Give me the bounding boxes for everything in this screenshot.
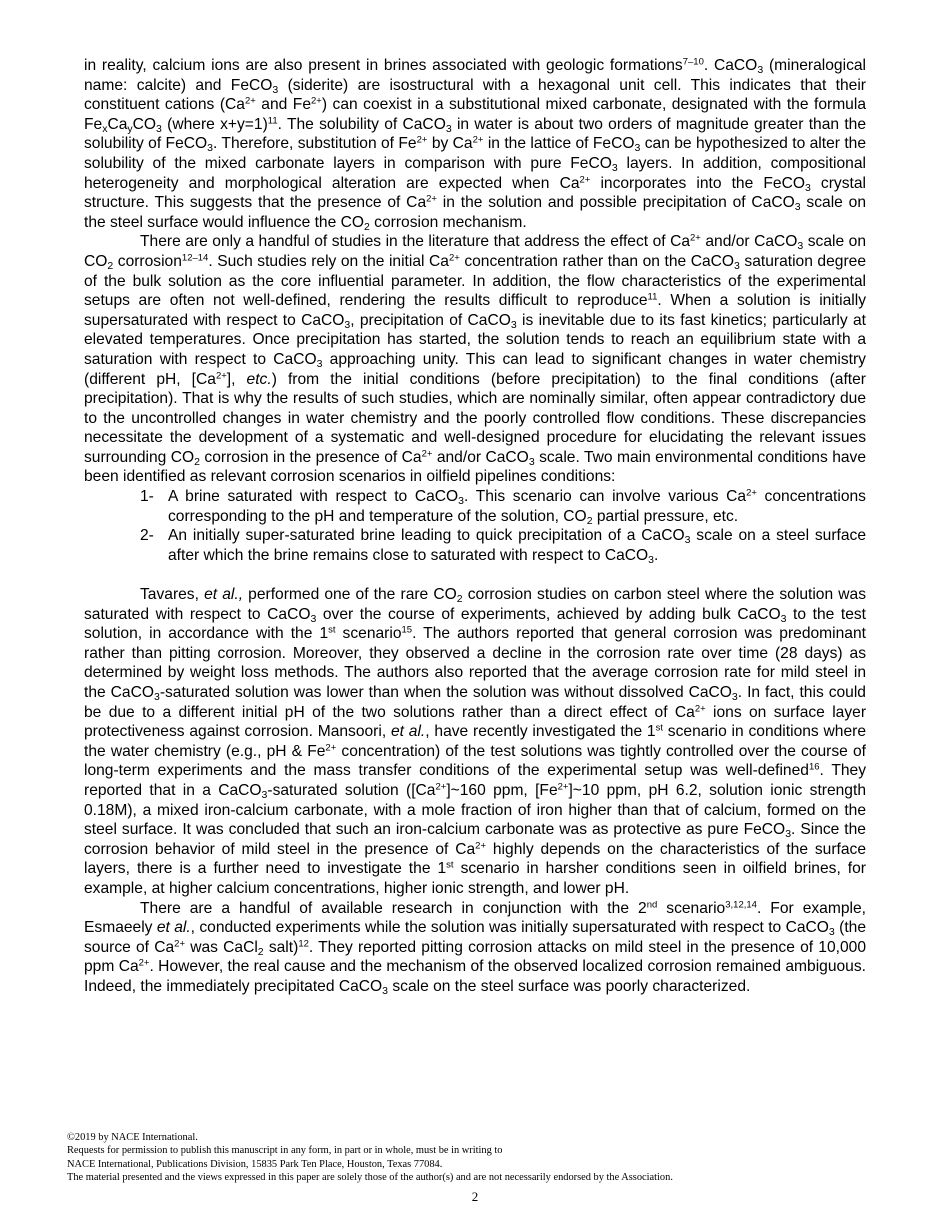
subscript: 2 bbox=[363, 220, 370, 233]
text-run: An initially super-saturated brine leading to quick precipitation of a CaCO bbox=[168, 527, 685, 545]
text-run: (the source of Ca bbox=[84, 919, 866, 956]
text-run: ], bbox=[226, 370, 247, 388]
text-run: in water is about two orders of magnitude greater than the solubility of FeCO bbox=[84, 115, 867, 153]
paragraph-4 bbox=[84, 899, 866, 997]
text-run: . This scenario can involve various Ca bbox=[464, 488, 747, 506]
italic-text: et al. bbox=[390, 723, 426, 741]
subscript: 3 bbox=[528, 455, 535, 468]
text-run: corrosion in the presence of Ca bbox=[200, 448, 422, 466]
superscript: 2+ bbox=[244, 95, 256, 107]
text-run: layers. In addition, compositional heterogeneity and morphological alteration are expected when Ca bbox=[84, 154, 866, 192]
italic-text: etc. bbox=[246, 370, 272, 388]
subscript: 3 bbox=[261, 788, 268, 801]
subscript: 3 bbox=[731, 691, 738, 703]
text-run: concentrations corresponding to the pH and temperature of the solution, CO bbox=[168, 488, 866, 525]
text-run: . In fact, this could be due to a different initial pH of the two solutions rather than a direct effect of Ca bbox=[84, 684, 866, 721]
subscript: 3 bbox=[611, 161, 618, 174]
superscript: 2+ bbox=[694, 703, 706, 715]
citation: 3,12,14 bbox=[725, 899, 757, 911]
subscript: 3 bbox=[734, 259, 740, 272]
paragraph-3 bbox=[84, 585, 866, 899]
text-run: corrosion bbox=[113, 252, 182, 270]
text-run: to the test solution, in accordance with the 1 bbox=[84, 605, 866, 643]
text-run: ) can coexist in a substitutional mixed carbonate, designated with the formula Fe bbox=[84, 96, 866, 133]
text-run: salt) bbox=[263, 938, 299, 956]
subscript: 3 bbox=[794, 201, 801, 214]
subscript: 3 bbox=[445, 122, 452, 135]
text-run: . When a solution is initially supersaturated with respect to CaCO bbox=[84, 292, 866, 329]
text-run: scenario bbox=[335, 625, 402, 643]
text-run: Tavares, bbox=[140, 586, 205, 604]
text-run: . They reported pitting corrosion attacks on mild steel in the presence of 10,000 ppm Ca bbox=[84, 938, 866, 976]
text-run: (siderite) are isostructural with a hexagonal unit cell. This indicates that their constituent cations (Ca bbox=[84, 76, 866, 114]
list-item bbox=[140, 526, 866, 565]
subscript: 2 bbox=[194, 455, 201, 468]
text-run: ]~160 ppm, [Fe bbox=[446, 781, 558, 799]
text-run: incorporates into the FeCO bbox=[590, 174, 805, 192]
superscript: 2+ bbox=[472, 134, 484, 146]
subscript: 3 bbox=[344, 318, 351, 331]
superscript: 2+ bbox=[448, 252, 460, 264]
citation: 12–14 bbox=[181, 252, 209, 264]
subscript: 3 bbox=[153, 691, 160, 703]
citation: 16 bbox=[808, 761, 820, 773]
subscript: 2 bbox=[257, 945, 264, 958]
superscript: 2+ bbox=[311, 95, 322, 107]
text-run: highly depends on the characteristics of the surface layers, there is a further need to investigate the 1 bbox=[84, 840, 866, 878]
text-run: scale on the steel surface would influence the CO bbox=[84, 194, 867, 231]
text-run: There are a handful of available research in conjunction with the 2 bbox=[140, 899, 647, 917]
superscript: st bbox=[655, 722, 663, 734]
citation: 11 bbox=[267, 115, 278, 127]
text-run: , conducted experiments while the solution was initially supersaturated with respect to CaCO bbox=[190, 919, 829, 937]
subscript: 3 bbox=[785, 828, 792, 841]
subscript: 3 bbox=[828, 926, 835, 939]
superscript: nd bbox=[646, 899, 658, 911]
scenario-list bbox=[84, 487, 866, 565]
text-run: over the course of experiments, achieved by adding bulk CaCO bbox=[316, 605, 781, 623]
subscript: 3 bbox=[804, 181, 811, 194]
superscript: 2+ bbox=[325, 742, 337, 754]
text-run: crystal structure. This suggests that the presence of Ca bbox=[84, 174, 866, 212]
subscript: 3 bbox=[207, 142, 213, 155]
subscript: 3 bbox=[634, 142, 641, 155]
superscript: 2+ bbox=[557, 781, 569, 793]
text-run: in the lattice of FeCO bbox=[483, 135, 635, 153]
text-run: by Ca bbox=[427, 135, 473, 153]
text-run: was CaCl bbox=[185, 938, 258, 956]
text-run: performed one of the rare CO bbox=[243, 586, 457, 604]
text-run: There are only a handful of studies in the literature that address the effect of Ca bbox=[140, 233, 691, 251]
italic-text: et al. bbox=[156, 919, 191, 937]
text-run: . Therefore, substitution of Fe bbox=[213, 135, 417, 153]
superscript: 2+ bbox=[416, 134, 428, 146]
text-run: , precipitation of CaCO bbox=[350, 311, 511, 329]
subscript: 3 bbox=[316, 357, 323, 370]
text-run: corrosion studies on carbon steel where the solution was saturated with respect to CaCO bbox=[84, 586, 866, 623]
text-run: and Fe bbox=[255, 96, 312, 114]
text-run: ) from the initial conditions (before precipitation) to the final conditions (after precipitation). That is why the results of such studies, which are nominally similar, often appear contradictory due to the uncontrolled changes in water chemistry and the poorly controlled flow conditions. These discrepancies necessitate the development of a systematic and well-designed procedure for elucidating the relevant issues surrounding CO bbox=[84, 370, 866, 466]
text-run: . They reported that in a CaCO bbox=[84, 762, 866, 799]
superscript: 2+ bbox=[746, 487, 757, 499]
footer-line: ©2019 by NACE International. bbox=[67, 1132, 198, 1143]
list-number: 1- bbox=[140, 488, 154, 506]
text-run: (where x+y=1) bbox=[161, 115, 268, 133]
text-run: in the solution and possible precipitation of CaCO bbox=[436, 194, 795, 212]
superscript: 2+ bbox=[690, 232, 701, 244]
list-number: 2- bbox=[140, 527, 154, 545]
text-run: scale on the steel surface was poorly characterized. bbox=[388, 977, 751, 995]
text-run: . CaCO bbox=[703, 57, 758, 74]
subscript: 3 bbox=[648, 553, 655, 566]
text-run: scale on CO bbox=[84, 233, 866, 270]
text-run: saturation degree of the bulk solution as the core influential parameter. In addition, the flow characteristics of the experimental setups are often not well-defined, rendering the results difficult to reproduce bbox=[84, 252, 866, 310]
text-run: concentration rather than on the CaCO bbox=[459, 252, 735, 270]
text-run: . Such studies rely on the initial Ca bbox=[208, 252, 449, 270]
superscript: 2+ bbox=[426, 193, 437, 205]
superscript: 2+ bbox=[435, 781, 447, 793]
subscript: 2 bbox=[586, 514, 593, 527]
text-run: . bbox=[654, 546, 659, 564]
subscript: 3 bbox=[510, 318, 517, 331]
text-run: scale. Two main environmental conditions have been identified as relevant corrosion scenarios in oilfield pipelines conditions: bbox=[84, 448, 867, 486]
body-text bbox=[84, 56, 866, 997]
subscript: 2 bbox=[107, 259, 114, 272]
text-run: and/or CaCO bbox=[432, 448, 529, 466]
subscript: 2 bbox=[456, 593, 463, 606]
citation: 15 bbox=[401, 624, 413, 636]
text-run: concentration) of the test solutions was tightly controlled over the course of long-term experiments and the mass transfer conditions of the experimental setup was well-defined bbox=[84, 742, 866, 780]
subscript: 3 bbox=[382, 984, 389, 997]
subscript: 3 bbox=[797, 240, 804, 253]
text-run: scenario in conditions where the water chemistry (e.g., pH & Fe bbox=[84, 723, 866, 760]
footer-line: NACE International, Publications Division, 15835 Park Ten Place, Houston, Texas 77084. bbox=[67, 1158, 443, 1170]
text-run: and/or CaCO bbox=[700, 233, 798, 251]
text-run: (mineralogical name: calcite) and FeCO bbox=[84, 57, 867, 94]
superscript: 2+ bbox=[579, 174, 591, 186]
text-run: . For example, Esmaeely bbox=[84, 899, 866, 937]
subscript: y bbox=[127, 122, 133, 135]
paragraph-1 bbox=[84, 56, 866, 232]
text-run: A brine saturated with respect to CaCO bbox=[168, 488, 459, 506]
text-run: -saturated solution ([Ca bbox=[267, 781, 436, 799]
subscript: 3 bbox=[684, 534, 691, 547]
text-run: ions on surface layer protectiveness against corrosion. Mansoori, bbox=[84, 703, 867, 741]
text-run: . The solubility of CaCO bbox=[277, 115, 446, 133]
citation: 11 bbox=[647, 291, 658, 303]
text-run: scale on a steel surface after which the brine remains close to saturated with respect to CaCO bbox=[168, 527, 866, 564]
superscript: 2+ bbox=[138, 957, 150, 969]
superscript: 2+ bbox=[215, 370, 227, 381]
text-run: Ca bbox=[107, 115, 128, 133]
text-run: can be hypothesized to alter the solubility of the mixed carbonate layers in comparison with pure FeCO bbox=[84, 135, 867, 172]
citation: 7–10 bbox=[682, 56, 704, 68]
subscript: 3 bbox=[272, 83, 279, 96]
text-run: CO bbox=[132, 115, 157, 133]
text-run: corrosion mechanism. bbox=[369, 213, 527, 231]
text-run: partial pressure, etc. bbox=[592, 507, 739, 525]
superscript: 2+ bbox=[174, 938, 185, 950]
text-run: . The authors reported that general corrosion was predominant rather than pitting corrosion. Moreover, they observed a decline in the corrosion rate over time (28 days) as determined by weight loss methods. The authors also reported that the average corrosion rate for mild steel in the CaCO bbox=[84, 625, 866, 701]
superscript: 2+ bbox=[421, 448, 433, 460]
citation: 12 bbox=[298, 938, 309, 950]
superscript: st bbox=[446, 859, 454, 871]
subscript: 3 bbox=[458, 495, 465, 508]
footer-line: The material presented and the views expressed in this paper are solely those of the author(s) and are not necessarily endorsed by the Association. bbox=[67, 1171, 673, 1183]
text-run: -saturated solution was lower than when the solution was without dissolved CaCO bbox=[159, 684, 732, 701]
text-run: ]~10 ppm, pH 6.2, solution ionic strength 0.18M), a mixed iron-calcium carbonate, with a mole fraction of iron higher than that of calcium, formed on the steel surface. It was concluded that such an iron-calcium carbonate was as protective as pure FeCO bbox=[84, 781, 866, 839]
text-run: scenario bbox=[657, 899, 726, 917]
subscript: 3 bbox=[156, 122, 162, 135]
copyright-footer bbox=[67, 1131, 883, 1184]
footer-line: Requests for permission to publish this manuscript in any form, in part or in whole, must be in writing to bbox=[67, 1145, 503, 1157]
subscript: 3 bbox=[780, 612, 787, 625]
paragraph-2 bbox=[84, 232, 866, 487]
paragraph-gap bbox=[84, 565, 866, 585]
list-item bbox=[140, 487, 866, 526]
text-run: approaching unity. This can lead to significant changes in water chemistry (different pH, [Ca bbox=[84, 350, 866, 388]
text-run: is inevitable due to its fast kinetics; particularly at elevated temperatures. Once precipitation has started, the solution tends to reach an equilibrium state with a saturation with respect to CaCO bbox=[84, 311, 866, 368]
subscript: x bbox=[102, 122, 108, 135]
superscript: st bbox=[328, 624, 336, 636]
superscript: 2+ bbox=[475, 840, 487, 852]
text-run: . Since the corrosion behavior of mild steel in the presence of Ca bbox=[84, 821, 866, 858]
italic-text: et al., bbox=[204, 586, 244, 604]
page-number: 2 bbox=[471, 1189, 479, 1204]
text-run: in reality, calcium ions are also present in brines associated with geologic formations bbox=[84, 57, 683, 74]
text-run: . However, the real cause and the mechanism of the observed localized corrosion remained ambiguous. Indeed, the immediately precipitated CaCO bbox=[84, 958, 866, 995]
text-run: scenario in harsher conditions seen in oilfield brines, for example, at higher calcium concentrations, higher ionic strength, and lower pH. bbox=[84, 860, 866, 897]
text-run: , have recently investigated the 1 bbox=[425, 723, 656, 741]
subscript: 3 bbox=[310, 612, 317, 625]
subscript: 3 bbox=[757, 64, 764, 76]
